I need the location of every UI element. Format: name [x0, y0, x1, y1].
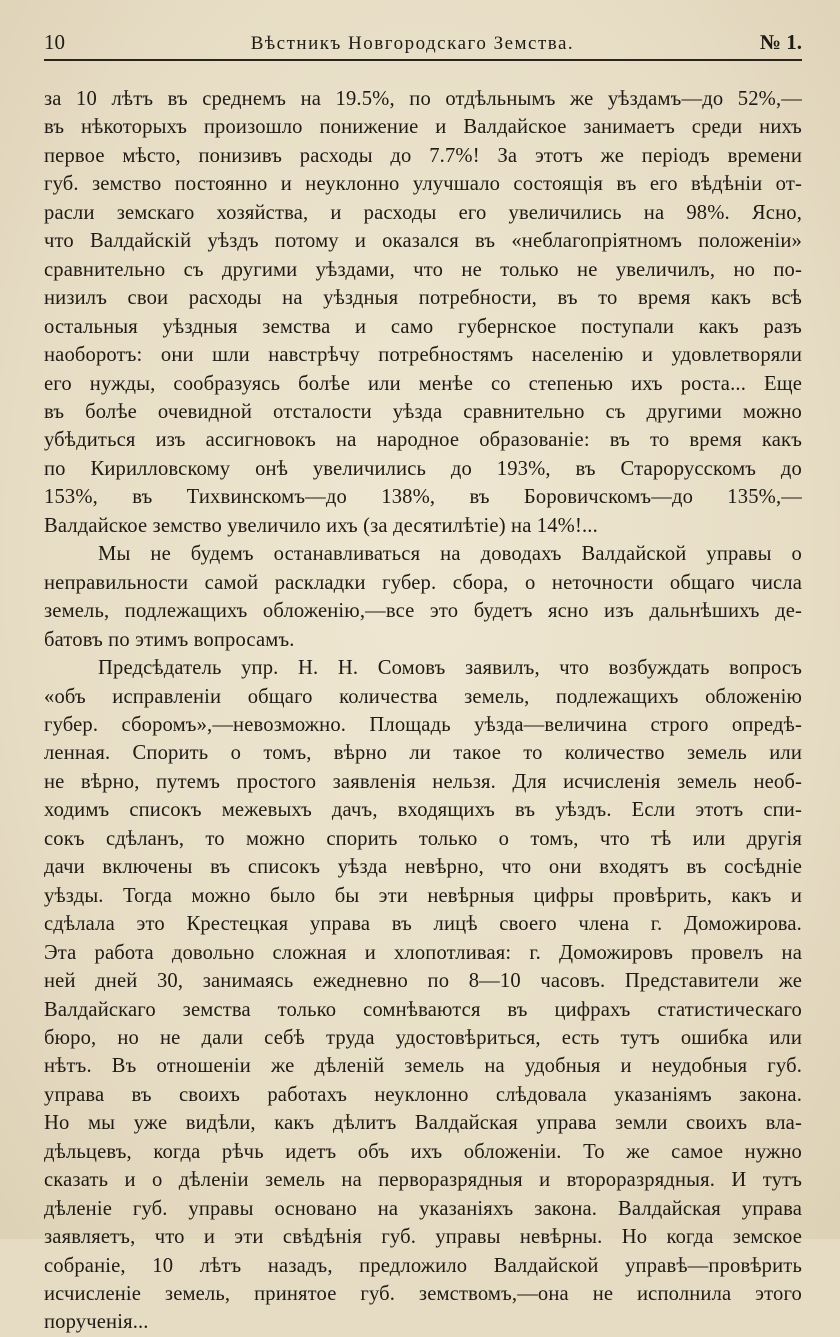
text-line: сравнительно съ другими уѣздами, что не только не увеличилъ, но по- — [44, 258, 802, 281]
text-line: низилъ свои расходы на уѣздныя потребности, въ то время какъ всѣ — [44, 287, 802, 310]
text-line: сказать и о дѣленіи земель на перворазрядныя и второразрядныя. И тутъ — [44, 1169, 802, 1192]
text-line: уѣзды. Тогда можно было бы эти невѣрныя цифры провѣрить, какъ и — [44, 884, 802, 907]
page-number: 10 — [44, 30, 65, 54]
text-line: первое мѣсто, понизивъ расходы до 7.7%! За этотъ же періодъ времени — [44, 144, 802, 167]
text-line: расли земскаго хозяйства, и расходы его увеличились на 98%. Ясно, — [44, 201, 802, 224]
text-line: остальныя уѣздныя земства и само губернское поступали какъ разъ — [44, 315, 802, 338]
text-line: губер. сборомъ»,—невозможно. Площадь уѣзда—величина строго опредѣ- — [44, 713, 802, 736]
text-line: по Кирилловскому онѣ увеличились до 193%, въ Старорусскомъ до — [44, 457, 802, 480]
running-header — [44, 30, 802, 61]
text-line: за 10 лѣтъ въ среднемъ на 19.5%, по отдѣльнымъ же уѣздамъ—до 52%,— — [44, 88, 802, 110]
text-line: ней дней 30, занимаясь ежедневно по 8—10 часовъ. Представители же — [44, 970, 802, 993]
text-line: Мы не будемъ останавливаться на доводахъ Валдайской управы о — [98, 543, 802, 566]
text-line: дачи включены въ списокъ уѣзда невѣрно, что они входятъ въ сосѣдніе — [44, 856, 802, 879]
text-line: что Валдайскій уѣздъ потому и оказался въ «неблагопріятномъ положеніи» — [44, 230, 802, 253]
text-line: «объ исправленіи общаго количества земель, подлежащихъ обложенію — [44, 685, 802, 708]
paragraph — [44, 540, 802, 654]
text-line: нѣтъ. Въ отношеніи же дѣленій земель на удобныя и неудобныя губ. — [44, 1055, 802, 1078]
text-line: въ болѣе очевидной отсталости уѣзда сравнительно съ другими можно — [44, 400, 802, 423]
paragraph — [44, 654, 802, 1337]
text-line: въ нѣкоторыхъ произошло понижение и Валдайское занимаетъ среди нихъ — [44, 116, 802, 139]
text-line: Но мы уже видѣли, какъ дѣлитъ Валдайская управа земли своихъ вла- — [44, 1112, 802, 1135]
text-line: дѣленіе губ. управы основано на указаніяхъ закона. Валдайская управа — [44, 1197, 802, 1220]
text-line: ходимъ списокъ межевыхъ дачъ, входящихъ въ уѣздъ. Если этотъ спи- — [44, 799, 802, 822]
text-line: сдѣлала это Крестецкая управа въ лицѣ своего члена г. Доможирова. — [44, 913, 802, 936]
text-line: порученія... — [44, 1311, 149, 1334]
journal-title: Вѣстникъ Новгородскаго Земства. — [250, 33, 575, 54]
text-line: исчисленіе земель, принятое губ. земствомъ,—она не исполнила этого — [44, 1283, 802, 1306]
text-line: Валдайское земство увеличило ихъ (за десятилѣтіе) на 14%!... — [44, 514, 598, 537]
text-line: Валдайскаго земства только сомнѣваются въ цифрахъ статистическаго — [44, 998, 802, 1021]
text-line: неправильности самой раскладки губер. сбора, о неточности общаго числа — [44, 571, 802, 594]
text-line: собраніе, 10 лѣтъ назадъ, предложило Валдайской управѣ—провѣрить — [44, 1254, 802, 1277]
text-line: дѣльцевъ, когда рѣчь идетъ объ ихъ обложеніи. То же самое нужно — [44, 1140, 802, 1163]
text-line: земель, подлежащихъ обложенію,—все это будетъ ясно изъ дальнѣшихъ де- — [44, 600, 802, 623]
text-line: его нужды, сообразуясь болѣе или менѣе со степенью ихъ роста... Еще — [44, 372, 802, 395]
paragraph — [44, 85, 802, 540]
text-line: убѣдиться изъ ассигновокъ на народное образованіе: въ то время какъ — [44, 429, 802, 452]
text-line: губ. земство постоянно и неуклонно улучшало состоящія въ его вѣдѣніи от- — [44, 173, 802, 196]
text-line: сокъ сдѣланъ, то можно спорить только о томъ, что тѣ или другія — [44, 827, 802, 850]
text-line: 153%, въ Тихвинскомъ—до 138%, въ Боровичскомъ—до 135%,— — [44, 486, 802, 509]
text-line: Предсѣдатель упр. Н. Н. Сомовъ заявилъ, что возбуждать вопросъ — [98, 657, 802, 680]
text-line: не вѣрно, путемъ простого заявленія нельзя. Для исчисленія земель необ- — [44, 770, 802, 793]
text-line: управа въ своихъ работахъ неуклонно слѣдовала указаніямъ закона. — [44, 1083, 802, 1106]
text-line: Эта работа довольно сложная и хлопотливая: г. Доможировъ провелъ на — [44, 941, 802, 964]
text-line: батовъ по этимъ вопросамъ. — [44, 628, 295, 651]
text-line: бюро, но не дали себѣ труда удостовѣриться, есть тутъ ошибка или — [44, 1026, 802, 1049]
issue-number: № 1. — [759, 30, 802, 54]
article-body — [44, 85, 802, 1337]
text-line: ленная. Спорить о томъ, вѣрно ли такое то количество земель или — [44, 742, 802, 765]
text-line: заявляетъ, что и эти свѣдѣнія губ. управы невѣрны. Но когда земское — [44, 1226, 802, 1249]
text-line: наоборотъ: они шли навстрѣчу потребностямъ населенію и удовлетворяли — [44, 344, 802, 367]
